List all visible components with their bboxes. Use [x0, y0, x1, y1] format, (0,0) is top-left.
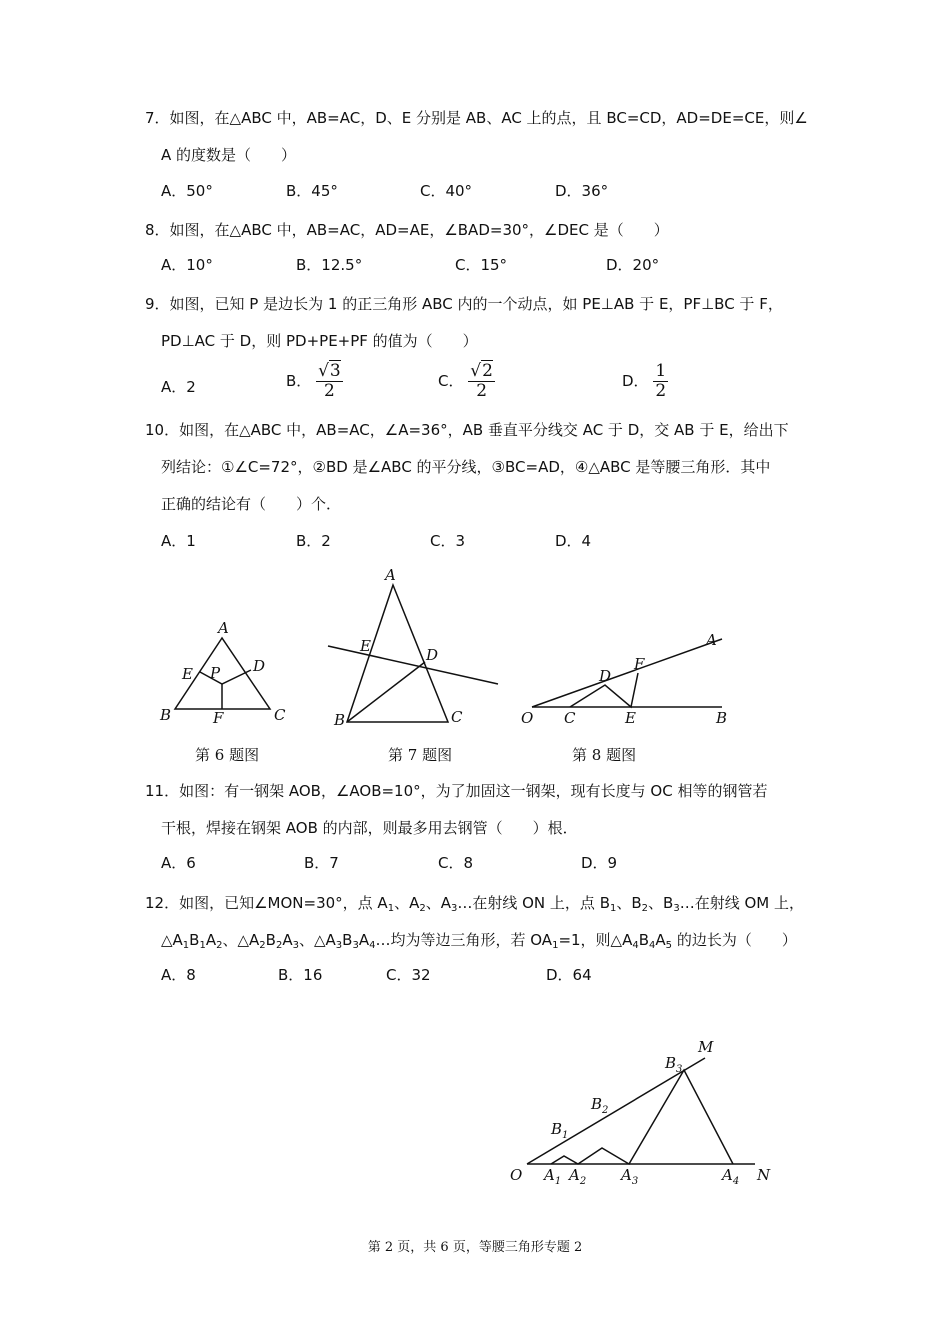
q10-line3: 正确的结论有（ ）个． — [161, 495, 342, 513]
q11-options — [0, 852, 950, 882]
fig12-label-b3: $B_3$ — [665, 1054, 683, 1075]
fig8-diagram — [532, 639, 722, 707]
fig6-label-p: P — [210, 664, 221, 682]
q11-option-b[interactable]: B．7 — [304, 854, 339, 872]
q12-line1: 12．如图，已知∠MON=30°，点 $A_1$、$A_2$、$A_3\dots$在射线 ON 上，点 $B_1$、$B_2$、$B_3\dots$在射线 OM 上， — [145, 894, 804, 914]
fig8-label-o: O — [521, 709, 534, 727]
q10-line1: 10．如图，在△ABC 中，AB=AC，∠A=36°，AB 垂直平分线交 AC 于 D，交 AB 于 E，给出下 — [145, 421, 789, 439]
fig12-label-n: N — [757, 1166, 771, 1184]
fig12-label-a2: $A_2$ — [569, 1166, 587, 1187]
question-7 — [145, 100, 813, 174]
q9-option-d-denominator: 2 — [655, 381, 667, 401]
q8-option-c[interactable]: C．15° — [455, 256, 508, 274]
q12-option-c[interactable]: C．32 — [386, 966, 431, 984]
q11-option-a[interactable]: A．6 — [161, 854, 196, 872]
q10-line2: 列结论：①∠C=72°，②BD 是∠ABC 的平分线，③BC=AD，④△ABC 是等腰三角形．其中 — [161, 458, 771, 476]
question-9 — [145, 286, 813, 360]
q7-option-b[interactable]: B．45° — [286, 182, 338, 200]
question-10 — [145, 412, 813, 523]
fig7-triangle — [328, 585, 498, 722]
q10-option-b[interactable]: B．2 — [296, 532, 331, 550]
fig8-label-e: E — [625, 709, 636, 727]
q9-line1: 9．如图，已知 P 是边长为 1 的正三角形 ABC 内的一个动点，如 PE⊥AB 于 E，PF⊥BC 于 F， — [145, 295, 783, 313]
q12-option-d[interactable]: D．64 — [546, 966, 592, 984]
q9-option-b-label: B． — [286, 372, 312, 390]
q11-line1: 11．如图：有一钢架 AOB，∠AOB=10°，为了加固这一钢架，现有长度与 OC 相等的钢管若 — [145, 782, 768, 800]
fig8-label-f: F — [634, 655, 645, 673]
fig6-label-e: E — [182, 665, 193, 683]
q10-options — [0, 530, 950, 560]
fig12-label-a1: $A_1$ — [544, 1166, 562, 1187]
q12-options — [0, 964, 950, 994]
q12-option-b[interactable]: B．16 — [278, 966, 323, 984]
fig8-labels — [521, 631, 727, 727]
fig6-label-c: C — [274, 706, 286, 724]
q12-line2: $\triangle A_1B_1A_2$、$\triangle A_2B_2A_3$、$\triangle A_3B_3A_4\dots$均为等边三角形，若 $OA_1=1$，则$\triangle A_4B_4A_5$ 的边长为（ ） — [161, 931, 797, 951]
question-11 — [145, 773, 813, 847]
fig8-label-b: B — [716, 709, 728, 727]
q9-option-b-fraction: $\frac{√3}{2}$ — [318, 361, 341, 401]
q9-option-b-denominator: 2 — [324, 381, 335, 401]
q9-option-d-fraction — [653, 362, 668, 401]
fig12-label-m: M — [698, 1038, 714, 1056]
q10-option-a[interactable]: A．1 — [161, 532, 196, 550]
fig6-labels — [159, 619, 286, 727]
fig6-label-b: B — [160, 706, 172, 724]
q7-options — [0, 180, 950, 210]
fig8-label-d: D — [599, 667, 612, 685]
q7-line2: A 的度数是（ ） — [161, 146, 297, 164]
q12-option-a[interactable]: A．8 — [161, 966, 196, 984]
q10-option-c[interactable]: C．3 — [430, 532, 466, 550]
fig12-label-b2: $B_2$ — [591, 1095, 609, 1116]
fig7-label-d: D — [426, 646, 439, 664]
fig7-label-e: E — [360, 637, 371, 655]
q7-option-d[interactable]: D．36° — [555, 182, 609, 200]
q9-option-d-label: D． — [622, 372, 649, 390]
question-8 — [145, 212, 813, 249]
question-12 — [145, 885, 825, 959]
fig7-label-a: A — [385, 566, 396, 584]
q8-option-b[interactable]: B．12.5° — [296, 256, 363, 274]
fig6-label-f: F — [213, 709, 224, 727]
fig7-caption: 第 7 题图 — [388, 746, 453, 764]
fig7-label-b: B — [334, 711, 346, 729]
fig6-label-a: A — [218, 619, 229, 637]
q7-option-a[interactable]: A．50° — [161, 182, 213, 200]
q9-option-c-denominator: 2 — [476, 381, 488, 401]
q9-option-d[interactable] — [622, 362, 668, 401]
fig7-label-c: C — [451, 708, 463, 726]
q9-option-c-fraction: $\frac{√2}{2}$ — [470, 361, 493, 401]
q9-option-b-radicand: 3 — [329, 361, 341, 381]
fig8-label-a: A — [706, 631, 717, 649]
q10-option-d[interactable]: D．4 — [555, 532, 592, 550]
q11-line2: 干根，焊接在钢架 AOB 的内部，则最多用去钢管（ ）根． — [161, 819, 578, 837]
q7-option-c[interactable]: C．40° — [420, 182, 473, 200]
q8-option-a[interactable]: A．10° — [161, 256, 213, 274]
q11-option-d[interactable]: D．9 — [581, 854, 618, 872]
q9-option-c[interactable] — [438, 362, 495, 401]
q9-option-c-label: C． — [438, 372, 464, 390]
fig6-caption: 第 6 题图 — [195, 746, 260, 764]
fig12-lines — [527, 1058, 755, 1164]
q8-option-d[interactable]: D．20° — [606, 256, 660, 274]
q8-line1: 8．如图，在△ABC 中，AB=AC，AD=AE，∠BAD=30°，∠DEC 是（ ） — [145, 221, 669, 239]
q9-options — [0, 362, 950, 412]
fig12-label-a4: $A_4$ — [722, 1166, 740, 1187]
q9-option-a[interactable]: A．2 — [161, 378, 196, 396]
fig6-label-d: D — [253, 657, 266, 675]
fig12-label-b1: $B_1$ — [551, 1120, 569, 1141]
fig12-label-a3: $A_3$ — [621, 1166, 639, 1187]
figures-6-7-8 — [0, 560, 950, 750]
q11-option-c[interactable]: C．8 — [438, 854, 474, 872]
q9-line2: PD⊥AC 于 D，则 PD+PE+PF 的值为（ ） — [161, 332, 478, 350]
q8-options — [0, 254, 950, 284]
fig8-caption: 第 8 题图 — [572, 746, 637, 764]
q9-option-c-radicand: 2 — [482, 361, 493, 381]
q9-option-b[interactable] — [286, 362, 343, 401]
q7-line1: 7．如图，在△ABC 中，AB=AC，D、E 分别是 AB、AC 上的点，且 BC=CD，AD=DE=CE，则∠ — [145, 109, 808, 127]
q9-option-d-numerator: 1 — [655, 361, 667, 381]
page-footer: 第 2 页，共 6 页，等腰三角形专题 2 — [367, 1240, 583, 1255]
fig12-diagram — [0, 1030, 950, 1200]
fig8-label-c: C — [564, 709, 576, 727]
fig12-label-o: O — [510, 1166, 523, 1184]
